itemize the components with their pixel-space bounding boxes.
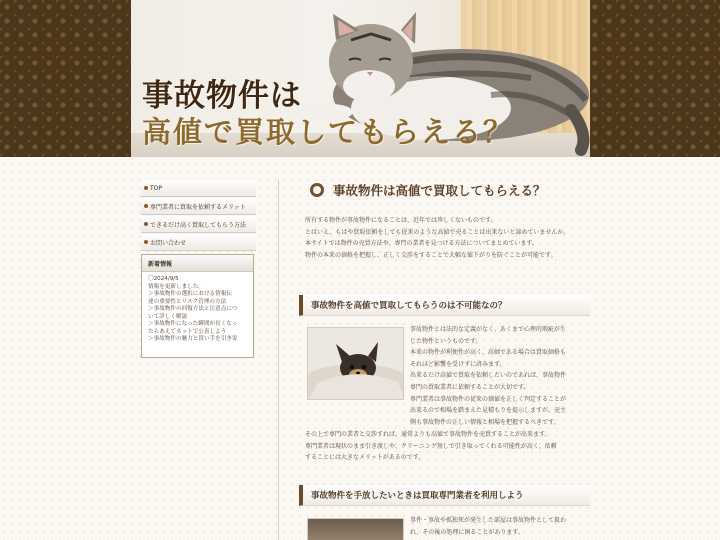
column-divider xyxy=(278,180,279,540)
dog-illustration xyxy=(308,328,404,400)
section1-line: 専門の買取業者に依頼することが大切です。 xyxy=(410,383,530,391)
sidebar-item-label: TOP xyxy=(150,184,163,192)
section1-line: それほど影響を受けずに済みます。 xyxy=(410,360,506,368)
news-link[interactable]: たらあえてネットで公表しよう xyxy=(148,328,227,335)
sidebar-item-top[interactable] xyxy=(141,180,256,197)
intro-line: 所有する物件が事故物件になることは、近年では珍しくないものです。 xyxy=(305,217,497,224)
sidebar xyxy=(141,180,256,358)
news-link[interactable]: ＞事故物件になった瞬間が長くなっ xyxy=(148,321,238,327)
news-link[interactable]: 達の重要性とリスク管理の方法 xyxy=(148,298,227,305)
section1-line: 事故物件とは法的な定義がなく、あくまで心理的瑕疵が生 xyxy=(410,326,566,333)
intro-text xyxy=(305,215,569,261)
news-line: 情報を更新しました。 xyxy=(148,283,204,290)
sidebar-item-contact[interactable] xyxy=(141,234,256,251)
section1-full-text xyxy=(305,429,557,464)
page-title-text: 事故物件は高値で買取してもらえる？ xyxy=(333,183,546,198)
section2-side-text xyxy=(410,515,566,538)
news-date: 〇2024/9/5 xyxy=(148,276,179,282)
news-link[interactable]: ＞事故物件の選択における情報伝 xyxy=(148,291,232,297)
news-body xyxy=(142,272,253,344)
sidebar-item-high-price[interactable] xyxy=(141,216,256,233)
bullet-icon xyxy=(144,204,148,208)
news-heading: 新着情報 xyxy=(142,255,253,272)
section1-line: 専門業者は現状のまま引き渡しや、クリーニング無しで引き取ってくれる可能性が高く、依頼 xyxy=(305,442,557,450)
section2-heading: 事故物件を手放したいときは買取専門業者を利用しよう xyxy=(299,485,590,506)
sidebar-item-label: できるだけ高く買取してもらう方法 xyxy=(150,221,247,229)
dog-photo xyxy=(307,327,404,400)
section2-line: れ、その後の処理に困ることがあります。 xyxy=(410,528,524,536)
banner-title-line1: 事故物件は xyxy=(142,78,302,114)
sidebar-item-label: お問い合わせ xyxy=(150,239,187,247)
bullet-icon xyxy=(144,222,148,226)
section1-line: 出来るだけ高値で買取を依頼したいのであれば、事故物件 xyxy=(410,372,567,380)
news-link[interactable]: いて詳しく解説 xyxy=(148,313,188,320)
bullet-icon xyxy=(144,240,148,244)
ring-icon xyxy=(310,183,324,197)
section1-line: することには大きなメリットがあるのです。 xyxy=(305,454,425,462)
section1-line: 出来るので相場を踏まえた見積もりを提示しますが、売主 xyxy=(410,407,567,415)
bullet-icon xyxy=(144,186,148,190)
news-link[interactable]: ＞事故物件の魅力と買い手を引き寄 xyxy=(148,336,238,342)
sidebar-item-merit[interactable] xyxy=(141,198,256,215)
section2-line: 事件・事故や孤独死が発生した部屋は事故物件として扱わ xyxy=(410,517,567,524)
page-title xyxy=(310,181,546,199)
section1-line: 側も事故物件の正しい情報と相場を把握するべきです。 xyxy=(410,418,560,426)
room-photo xyxy=(307,518,404,540)
section1-line: じた物件というものです。 xyxy=(410,337,482,345)
intro-line: 物件の本来の価格を把握し、正しく交渉をすることで大幅な値下がりを防ぐことが可能です。 xyxy=(305,251,557,259)
section1-heading: 事故物件を高値で買取してもらうのは不可能なの？ xyxy=(299,295,590,316)
section1-line: 本来の物件が利便性が高く、高価である場合は買取価格も xyxy=(410,349,566,357)
news-link[interactable]: ＞事故物件の回復方法と注意点につ xyxy=(148,306,238,312)
section1-line: その上で専門の業者と交渉すれば、通常よりも高値で事故物件を売買することが出来ます。 xyxy=(305,431,551,438)
news-box xyxy=(141,254,254,358)
intro-line: とはいえ、もはや買取依頼をしても従来のような高値で売ることは出来ないと諦めていませんか。 xyxy=(305,228,570,236)
section1-line: 専門業者は事故物件の従来の価値を正しく判定することが xyxy=(410,395,567,403)
sidebar-item-label: 専門業者に買取を依頼するメリット xyxy=(150,203,246,211)
intro-line: 本サイトでは物件の売買方法や、専門の業者を見つける方法についてまとめています。 xyxy=(305,240,538,248)
banner-title-line2: 高値で買取してもらえる？ xyxy=(142,115,515,149)
section1-side-text xyxy=(410,324,566,428)
